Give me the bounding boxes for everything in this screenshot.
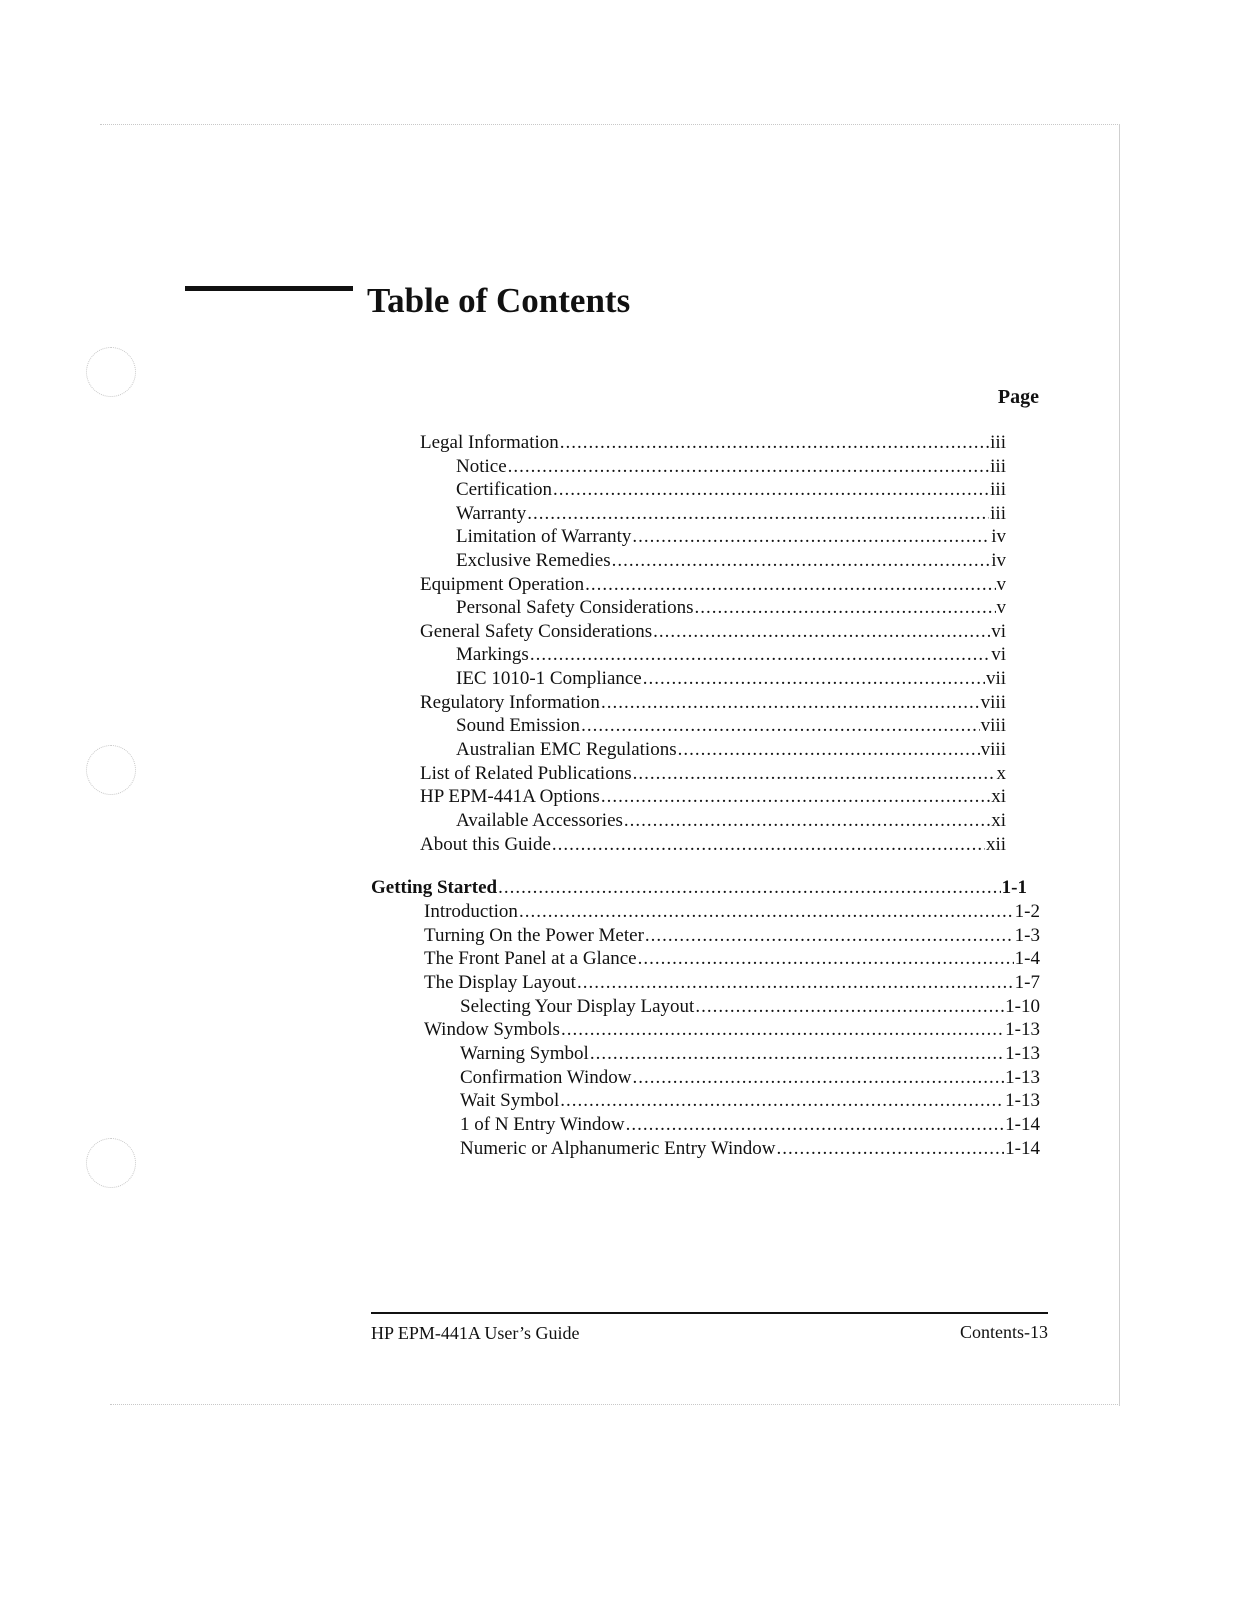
toc-entry	[456, 525, 1006, 549]
toc-entry-page: 1-2	[1014, 901, 1040, 922]
toc-entry-page: 1-13	[1005, 1019, 1040, 1040]
footer-rule	[371, 1312, 1048, 1314]
dot-leader	[632, 525, 990, 549]
toc-entry-page: 1-14	[1005, 1138, 1040, 1159]
toc-entry-page: 1-3	[1014, 925, 1040, 946]
toc-entry	[420, 431, 1006, 455]
page-column-header: Page	[997, 386, 1039, 408]
toc-entry-page: viii	[980, 715, 1006, 736]
toc-entry	[424, 924, 1040, 948]
toc-entry-label: About this Guide	[420, 834, 551, 855]
scan-edge-top	[100, 124, 1120, 125]
dot-leader	[643, 667, 985, 691]
punch-hole-top	[86, 347, 136, 397]
toc-entry-label: Warning Symbol	[460, 1043, 589, 1064]
dot-leader	[560, 1089, 1004, 1113]
footer-page-number: Contents-13	[960, 1322, 1048, 1342]
dot-leader	[519, 900, 1014, 924]
toc-entry-label: Wait Symbol	[460, 1090, 560, 1111]
punch-hole-middle	[86, 745, 136, 795]
toc-entry-label: Window Symbols	[424, 1019, 560, 1040]
toc-entry	[460, 1113, 1040, 1137]
toc-entry-label: Personal Safety Considerations	[456, 597, 694, 618]
toc-entry-label: The Display Layout	[424, 972, 576, 993]
toc-entry-page: vi	[991, 621, 1006, 642]
toc-entry	[424, 900, 1040, 924]
dot-leader	[694, 596, 995, 620]
toc-entry	[456, 738, 1006, 762]
dot-leader	[612, 549, 991, 573]
dot-leader	[560, 431, 989, 455]
toc-entry	[460, 1089, 1040, 1113]
toc-entry	[456, 478, 1006, 502]
toc-entry-page: 1-13	[1005, 1043, 1040, 1064]
toc-entry-page: viii	[980, 692, 1006, 713]
toc-entry-page: 1-10	[1005, 996, 1040, 1017]
toc-entry	[456, 596, 1006, 620]
dot-leader	[633, 762, 996, 786]
dot-leader	[626, 1113, 1005, 1137]
punch-hole-bottom	[86, 1138, 136, 1188]
toc-entry	[420, 691, 1006, 715]
dot-leader	[632, 1066, 1004, 1090]
toc-entry-page: 1-7	[1014, 972, 1040, 993]
toc-entry	[424, 1018, 1040, 1042]
toc-entry-page: 1-4	[1014, 948, 1040, 969]
toc-entry-label: General Safety Considerations	[420, 621, 653, 642]
toc-entry-label: IEC 1010-1 Compliance	[456, 668, 642, 689]
toc-entry-page: iii	[990, 432, 1006, 453]
toc-entry-page: iii	[990, 479, 1006, 500]
dot-leader	[508, 455, 990, 479]
dot-leader	[581, 714, 980, 738]
toc-entry	[420, 785, 1006, 809]
toc-entry-page: vii	[985, 668, 1006, 689]
toc-entry	[456, 809, 1006, 833]
toc-entry-label: The Front Panel at a Glance	[424, 948, 637, 969]
toc-entry-page: xi	[991, 810, 1006, 831]
dot-leader	[653, 620, 990, 644]
page-title: Table of Contents	[367, 281, 631, 320]
toc-entry-label: 1 of N Entry Window	[460, 1114, 625, 1135]
toc-entry	[420, 833, 1006, 857]
dot-leader	[624, 809, 990, 833]
toc-entry-label: Certification	[456, 479, 553, 500]
toc-entry-label: Turning On the Power Meter	[424, 925, 644, 946]
toc-entry	[420, 620, 1006, 644]
footer-guide-name: HP EPM-441A User’s Guide	[371, 1323, 580, 1343]
toc-entry	[456, 643, 1006, 667]
toc-entry-label: Regulatory Information	[420, 692, 600, 713]
dot-leader	[695, 995, 1004, 1019]
dot-leader	[585, 573, 995, 597]
toc-entry-page: viii	[980, 739, 1006, 760]
toc-entry	[456, 549, 1006, 573]
dot-leader	[601, 785, 990, 809]
toc-entry-page: v	[996, 597, 1006, 618]
dot-leader	[530, 643, 990, 667]
toc-entry-page: v	[996, 574, 1006, 595]
toc-entry-page: 1-14	[1005, 1114, 1040, 1135]
toc-entry-page: xi	[991, 786, 1006, 807]
toc-entry	[424, 947, 1040, 971]
toc-chapter-entry	[371, 876, 1027, 900]
toc-entry-label: Limitation of Warranty	[456, 526, 632, 547]
toc-entry-page: iv	[991, 550, 1006, 571]
toc-entry	[420, 762, 1006, 786]
toc-entry-label: Available Accessories	[456, 810, 623, 831]
toc-entry-page: iv	[991, 526, 1006, 547]
toc-entry	[420, 573, 1006, 597]
toc-entry	[456, 502, 1006, 526]
toc-entry-label: Exclusive Remedies	[456, 550, 611, 571]
toc-entry-label: Introduction	[424, 901, 518, 922]
dot-leader	[527, 502, 989, 526]
dot-leader	[561, 1018, 1004, 1042]
toc-entry-page: iii	[990, 456, 1006, 477]
toc-entry	[460, 1137, 1040, 1161]
toc-entry-label: Warranty	[456, 503, 527, 524]
dot-leader	[577, 971, 1014, 995]
scan-edge-right	[1119, 124, 1120, 1406]
toc-entry-label: Legal Information	[420, 432, 559, 453]
toc-entry-page: 1-13	[1005, 1067, 1040, 1088]
dot-leader	[601, 691, 980, 715]
dot-leader	[590, 1042, 1004, 1066]
toc-entry-label: Markings	[456, 644, 529, 665]
toc-entry	[456, 714, 1006, 738]
toc-entry	[456, 455, 1006, 479]
toc-entry-page: 1-13	[1005, 1090, 1040, 1111]
toc-entry	[460, 995, 1040, 1019]
toc-entry-label: Confirmation Window	[460, 1067, 632, 1088]
dot-leader	[553, 478, 989, 502]
dot-leader	[638, 947, 1014, 971]
dot-leader	[678, 738, 980, 762]
toc-entry	[460, 1066, 1040, 1090]
dot-leader	[498, 876, 1001, 900]
toc-entry-label: Selecting Your Display Layout	[460, 996, 695, 1017]
toc-entry	[424, 971, 1040, 995]
toc-entry-page: x	[996, 763, 1006, 784]
toc-entry	[460, 1042, 1040, 1066]
toc-entry-label: List of Related Publications	[420, 763, 632, 784]
toc-chapter-label: Getting Started	[371, 877, 498, 898]
toc-entry-label: Notice	[456, 456, 507, 477]
toc-chapter-page: 1-1	[1001, 877, 1027, 898]
toc-entry-label: Numeric or Alphanumeric Entry Window	[460, 1138, 776, 1159]
toc-entry-label: Sound Emission	[456, 715, 581, 736]
toc-entry-page: xii	[985, 834, 1006, 855]
scan-edge-bottom	[110, 1404, 1120, 1405]
toc-entry	[456, 667, 1006, 691]
toc-entry-label: HP EPM-441A Options	[420, 786, 600, 807]
dot-leader	[645, 924, 1014, 948]
dot-leader	[552, 833, 985, 857]
toc-entry-page: iii	[990, 503, 1006, 524]
toc-entry-label: Australian EMC Regulations	[456, 739, 677, 760]
toc-entry-label: Equipment Operation	[420, 574, 585, 595]
dot-leader	[776, 1137, 1004, 1161]
title-rule	[185, 286, 353, 291]
toc-entry-page: vi	[991, 644, 1006, 665]
